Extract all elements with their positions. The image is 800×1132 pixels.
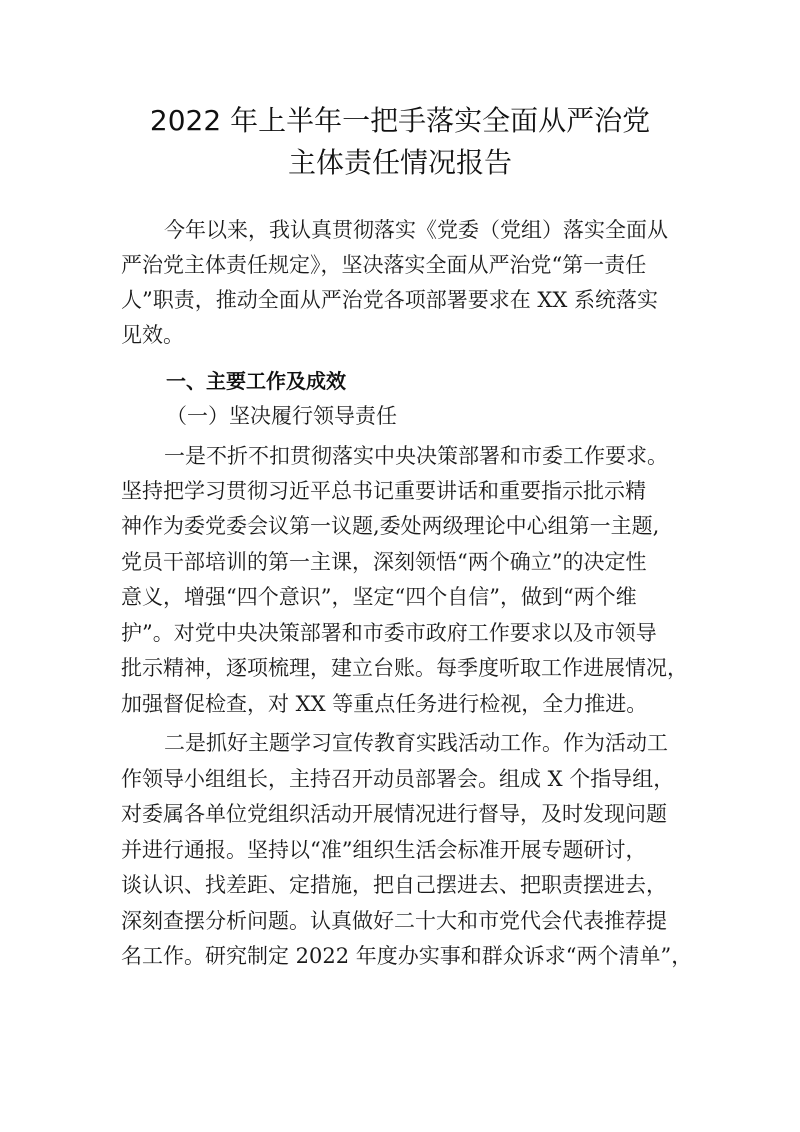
paragraph-line: 并进行通报。坚持以“准”组织生活会标准开展专题研讨， [121, 838, 647, 862]
paragraph-line: 意义，增强“四个意识”，坚定“四个自信”，做到“两个维 [121, 585, 637, 609]
paragraph-line: 批示精神，逐项梳理，建立台账。每季度听取工作进展情况， [121, 656, 688, 680]
paragraph-line: 党员干部培训的第一主课，深刻领悟“两个确立”的决定性 [121, 550, 647, 574]
paragraph-line: 对委属各单位党组织活动开展情况进行督导，及时发现问题 [121, 802, 667, 826]
paragraph-line: 坚持把学习贯彻习近平总书记重要讲话和重要指示批示精 [121, 479, 646, 503]
paragraph-line: 深刻查摆分析问题。认真做好二十大和市党代会代表推荐提 [121, 909, 667, 933]
paragraph-line: 作领导小组组长，主持召开动员部署会。组成 X 个指导组， [121, 767, 675, 791]
paragraph-line: 名工作。研究制定 2022 年度办实事和群众诉求“两个清单”， [121, 944, 693, 968]
intro-line: 严治党主体责任规定》，坚决落实全面从严治党“第一责任 [121, 253, 647, 277]
document-title-line-2: 主体责任情况报告 [287, 146, 512, 179]
intro-line: 人”职责，推动全面从严治党各项部署要求在 XX 系统落实 [121, 288, 658, 312]
paragraph-line: 神作为委党委会议第一议题,委处两级理论中心组第一主题, [121, 514, 660, 538]
intro-line: 今年以来，我认真贯彻落实《党委（党组）落实全面从 [164, 218, 668, 242]
paragraph-line: 护”。对党中央决策部署和市委市政府工作要求以及市领导 [121, 621, 657, 645]
paragraph-line: 谈认识、找差距、定措施，把自己摆进去、把职责摆进去， [121, 873, 667, 897]
paragraph-line: 加强督促检查，对 XX 等重点任务进行检视，全力推进。 [121, 692, 648, 716]
document-title-line-1: 2022 年上半年一把手落实全面从严治党 [149, 104, 651, 137]
paragraph-line: 二是抓好主题学习宣传教育实践活动工作。作为活动工 [164, 731, 668, 755]
intro-line: 见效。 [121, 323, 184, 347]
paragraph-line: 一是不折不扣贯彻落实中央决策部署和市委工作要求。 [164, 444, 668, 468]
subsection-heading: （一）坚决履行领导责任 [166, 404, 397, 428]
section-heading: 一、主要工作及成效 [166, 369, 346, 393]
